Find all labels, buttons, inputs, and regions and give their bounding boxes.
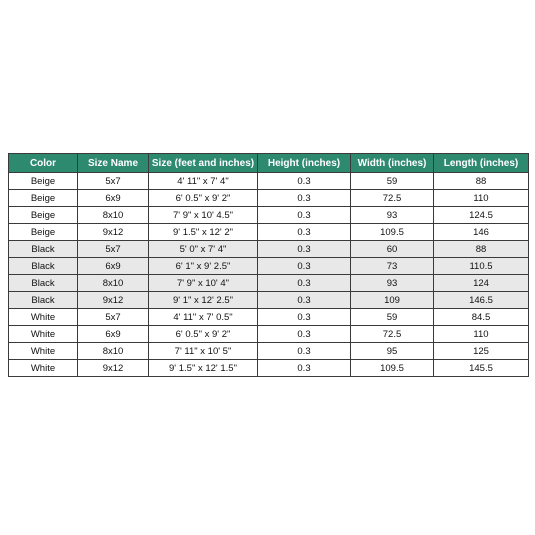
cell-color: White [9,326,78,343]
cell-width: 93 [351,275,434,292]
cell-color: Beige [9,224,78,241]
table-row [9,360,529,377]
table-row [9,207,529,224]
cell-size-name: 8x10 [78,343,149,360]
cell-height: 0.3 [258,292,351,309]
cell-size-name: 8x10 [78,275,149,292]
cell-width: 60 [351,241,434,258]
cell-height: 0.3 [258,241,351,258]
cell-size-name: 9x12 [78,292,149,309]
cell-size: 6' 0.5" x 9' 2" [149,326,258,343]
table-row [9,309,529,326]
cell-color: Black [9,258,78,275]
cell-width: 93 [351,207,434,224]
table-row [9,241,529,258]
table-body [9,173,529,377]
table-row [9,190,529,207]
cell-size-name: 5x7 [78,241,149,258]
cell-width: 59 [351,173,434,190]
cell-height: 0.3 [258,224,351,241]
table-row [9,224,529,241]
cell-height: 0.3 [258,326,351,343]
cell-color: Beige [9,207,78,224]
cell-size-name: 9x12 [78,360,149,377]
cell-length: 88 [434,173,529,190]
header-size-name: Size Name [78,154,149,173]
cell-size: 7' 9" x 10' 4" [149,275,258,292]
header-length: Length (inches) [434,154,529,173]
header-height: Height (inches) [258,154,351,173]
cell-length: 84.5 [434,309,529,326]
cell-length: 146.5 [434,292,529,309]
cell-width: 72.5 [351,326,434,343]
cell-color: White [9,360,78,377]
cell-size: 9' 1.5" x 12' 1.5" [149,360,258,377]
cell-width: 109.5 [351,360,434,377]
cell-height: 0.3 [258,275,351,292]
cell-color: Black [9,241,78,258]
cell-size: 5' 0" x 7' 4" [149,241,258,258]
table-row [9,173,529,190]
cell-color: Black [9,275,78,292]
cell-height: 0.3 [258,309,351,326]
table-row [9,292,529,309]
cell-length: 110 [434,326,529,343]
table-row [9,275,529,292]
table-header-row [9,154,529,173]
size-chart [8,153,528,377]
cell-length: 124 [434,275,529,292]
cell-size: 4' 11" x 7' 4" [149,173,258,190]
cell-height: 0.3 [258,258,351,275]
cell-length: 125 [434,343,529,360]
cell-color: White [9,309,78,326]
cell-width: 73 [351,258,434,275]
cell-color: Beige [9,190,78,207]
cell-size-name: 9x12 [78,224,149,241]
cell-height: 0.3 [258,173,351,190]
header-width: Width (inches) [351,154,434,173]
cell-size: 7' 11" x 10' 5" [149,343,258,360]
cell-color: Black [9,292,78,309]
header-size-feet-inches: Size (feet and inches) [149,154,258,173]
cell-width: 72.5 [351,190,434,207]
cell-size: 6' 1" x 9' 2.5" [149,258,258,275]
cell-size: 4' 11" x 7' 0.5" [149,309,258,326]
cell-width: 95 [351,343,434,360]
cell-height: 0.3 [258,207,351,224]
cell-size: 7' 9" x 10' 4.5" [149,207,258,224]
cell-color: White [9,343,78,360]
cell-size-name: 6x9 [78,190,149,207]
cell-length: 124.5 [434,207,529,224]
cell-length: 110.5 [434,258,529,275]
header-color: Color [9,154,78,173]
cell-width: 109 [351,292,434,309]
table-row [9,343,529,360]
cell-size-name: 6x9 [78,326,149,343]
cell-size: 9' 1.5" x 12' 2" [149,224,258,241]
cell-width: 109.5 [351,224,434,241]
cell-size-name: 5x7 [78,173,149,190]
cell-color: Beige [9,173,78,190]
cell-height: 0.3 [258,343,351,360]
cell-size-name: 6x9 [78,258,149,275]
cell-size-name: 5x7 [78,309,149,326]
cell-size-name: 8x10 [78,207,149,224]
cell-length: 146 [434,224,529,241]
cell-length: 110 [434,190,529,207]
cell-width: 59 [351,309,434,326]
cell-size: 6' 0.5" x 9' 2" [149,190,258,207]
cell-height: 0.3 [258,190,351,207]
size-table [8,153,529,377]
cell-length: 88 [434,241,529,258]
cell-size: 9' 1" x 12' 2.5" [149,292,258,309]
table-row [9,258,529,275]
cell-height: 0.3 [258,360,351,377]
table-row [9,326,529,343]
cell-length: 145.5 [434,360,529,377]
